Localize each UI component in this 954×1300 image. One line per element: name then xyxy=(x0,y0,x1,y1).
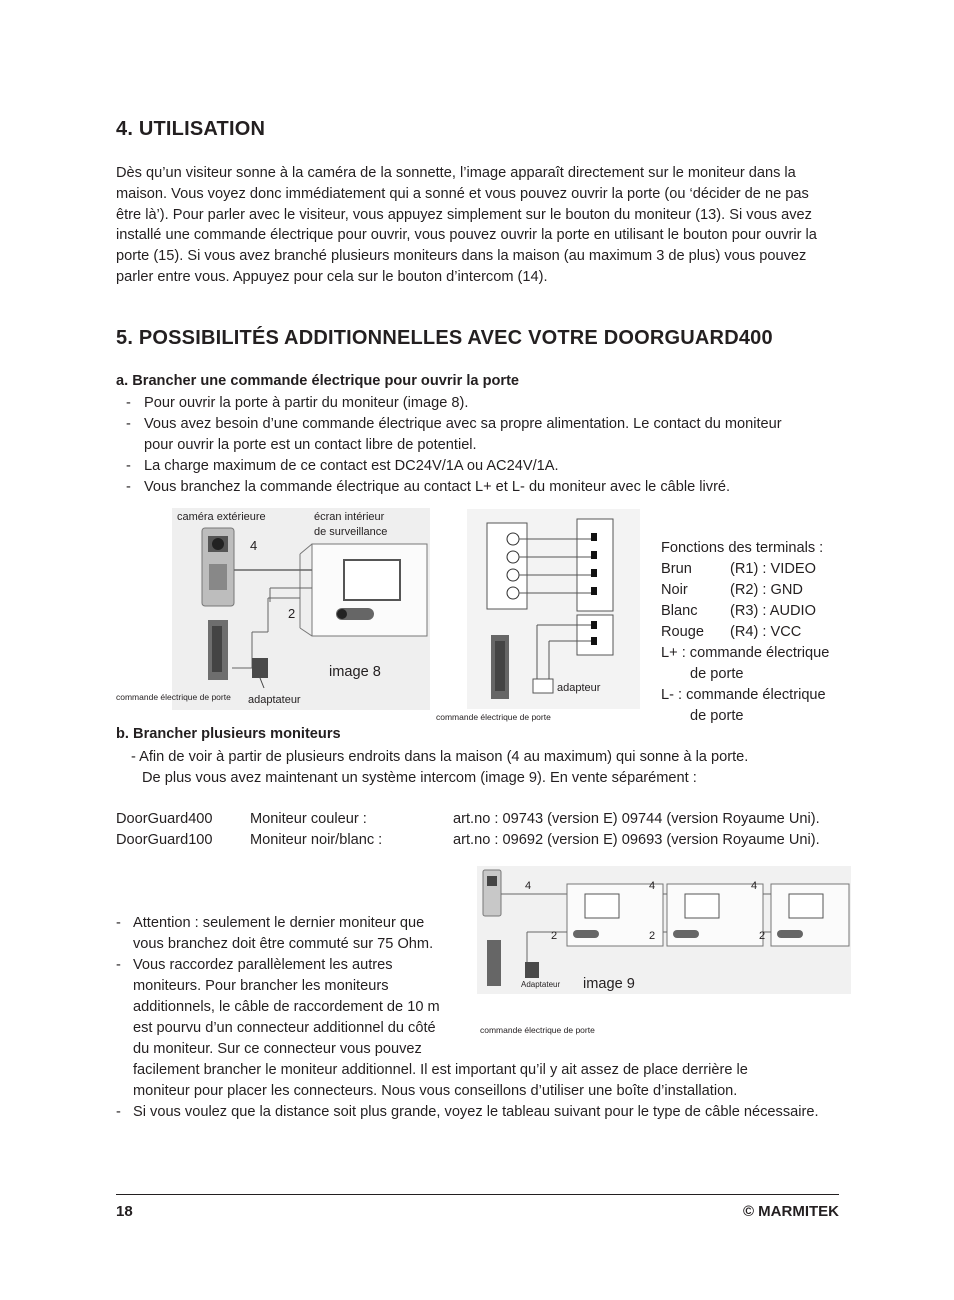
camera-label: caméra extérieure xyxy=(177,511,266,523)
terminal-function: (R4) : VCC xyxy=(730,624,802,640)
paragraph-line: être là’). Pour parler avec le visiteur, vous appuyez simplement sur le bouton du moniteur (13). Si vous avez xyxy=(116,206,812,223)
list-item-continued: du moniteur. Sur ce connecteur vous pouvez xyxy=(133,1041,422,1057)
product-art: art.no : 09743 (version E) 09744 (version Royaume Uni). xyxy=(453,811,820,827)
terminal-name: Blanc xyxy=(661,603,698,619)
image-9-caption: image 9 xyxy=(583,976,635,992)
multi-monitor-notes: - Attention : seulement le dernier moniteur que vous branchez doit être commuté sur 75 Ohm. - Vous raccordez parallèlement les autres moniteurs. Pour brancher les moniteurs additionnels, le câble de raccordement de 10 m est pourvu d’un connecteur additionnel du côté du moniteur. Sur ce connecteur vous pouvez facilement brancher le moniteur additionnel. Il est important qu’il y ait assez de place derrière le moniteur pour placer les connecteurs. Nous vous conseillons d’utiliser une boîte d’installation. - Si vous voulez que la distance soit plus grande, voyez le tableau suivant pour le type de câble nécessaire. xyxy=(116,913,846,1123)
subsection-b-line: De plus vous avez maintenant un système intercom (image 9). En vente séparément : xyxy=(142,770,697,786)
subsection-b-line: - Afin de voir à partir de plusieurs endroits dans la maison (4 au maximum) qui sonne à la porte. xyxy=(131,749,749,765)
adapter-label-right: adapteur xyxy=(557,682,601,694)
terminals-title: Fonctions des terminals : xyxy=(661,540,824,556)
section-4-title: 4. UTILISATION xyxy=(116,118,266,140)
wire-count-2: 2 xyxy=(649,930,656,942)
list-item: Attention : seulement le dernier moniteur que xyxy=(133,915,425,931)
wire-count-4: 4 xyxy=(525,880,532,892)
lock-caption-fig9: commande électrique de porte xyxy=(480,1025,595,1035)
subsection-b-title: b. Brancher plusieurs moniteurs xyxy=(116,726,341,742)
brand-footer: © MARMITEK xyxy=(742,1203,839,1220)
product-type: Moniteur noir/blanc : xyxy=(250,832,383,848)
wire-count-2: 2 xyxy=(551,930,558,942)
lock-caption-left: commande électrique de porte xyxy=(116,692,231,702)
list-item-continued: moniteur pour placer les connecteurs. Nous vous conseillons d’utiliser une boîte d’installation. xyxy=(133,1083,738,1099)
wire-count-4: 4 xyxy=(649,880,656,892)
terminal-function: (R1) : VIDEO xyxy=(730,561,816,577)
wire-count-4: 4 xyxy=(250,538,258,553)
list-item-continued: pour ouvrir la porte est un contact libre de potentiel. xyxy=(144,437,477,453)
terminal-lminus: L- : commande électrique xyxy=(661,687,826,703)
paragraph-line: installé une commande électrique pour ouvrir, vous pouvez ouvrir la porte en utilisant le bouton pour ouvrir la xyxy=(116,227,817,244)
product-art: art.no : 09692 (version E) 09693 (version Royaume Uni). xyxy=(453,832,820,848)
list-item-continued: additionnels, le câble de raccordement de 10 m xyxy=(133,999,440,1015)
terminal-lminus-cont: de porte xyxy=(690,708,744,724)
lock-caption-right: commande électrique de porte xyxy=(436,712,551,722)
adapter-label: Adaptateur xyxy=(521,980,561,989)
image-8-caption: image 8 xyxy=(329,664,381,680)
list-item: Vous avez besoin d’une commande électrique avec sa propre alimentation. Le contact du moniteur xyxy=(144,416,782,432)
terminal-wiring-diagram xyxy=(467,509,640,709)
screen-label: écran intérieur xyxy=(314,511,385,523)
adapter-label: adaptateur xyxy=(248,694,301,706)
paragraph-line: maison. Vous voyez donc immédiatement qui a sonné et vous pouvez ouvrir la porte (ou ‘décider de ne pas xyxy=(116,185,809,202)
paragraph-line: porte (15). Si vous avez branché plusieurs moniteurs dans la maison (au maximum 3 de plus) vous pouvez xyxy=(116,248,807,265)
section-5-title: 5. POSSIBILITÉS ADDITIONNELLES AVEC VOTRE DOORGUARD400 xyxy=(116,327,773,349)
image-8-diagram xyxy=(172,508,430,710)
wire-count-2: 2 xyxy=(759,930,766,942)
wire-count-2: 2 xyxy=(288,606,296,621)
list-item: La charge maximum de ce contact est DC24V/1A ou AC24V/1A. xyxy=(144,458,559,474)
wire-count-4: 4 xyxy=(751,880,758,892)
product-type: Moniteur couleur : xyxy=(250,811,367,827)
terminal-name: Rouge xyxy=(661,624,705,640)
section-4-body xyxy=(116,163,856,288)
page-number: 18 xyxy=(116,1203,133,1220)
doorbell-wiring-illustration xyxy=(172,508,430,710)
list-item-continued: vous branchez doit être commuté sur 75 Ohm. xyxy=(133,936,434,952)
subsection-a-title: a. Brancher une commande électrique pour ouvrir la porte xyxy=(116,373,520,389)
list-item: Si vous voulez que la distance soit plus grande, voyez le tableau suivant pour le type de câble nécessaire. xyxy=(133,1104,819,1120)
list-item: Vous raccordez parallèlement les autres xyxy=(133,957,393,973)
list-item-continued: moniteurs. Pour brancher les moniteurs xyxy=(133,978,389,994)
terminal-function: (R2) : GND xyxy=(730,582,803,598)
list-item: Vous branchez la commande électrique au contact L+ et L- du moniteur avec le câble livré. xyxy=(144,479,731,495)
list-item: Pour ouvrir la porte à partir du moniteur (image 8). xyxy=(144,395,469,411)
subsection-a-list: - Pour ouvrir la porte à partir du moniteur (image 8). - Vous avez besoin d’une commande électrique avec sa propre alimentation. Le contact du moniteur pour ouvrir la porte est un contact libre de potentiel. - La charge maximum de ce contact est DC24V/1A ou AC24V/1A. - Vous branchez la commande électrique au contact L+ et L- du moniteur avec le câble livré. xyxy=(116,393,836,498)
screen-label-2: de surveillance xyxy=(314,526,388,538)
terminal-lplus: L+ : commande électrique xyxy=(661,645,830,661)
terminal-name: Noir xyxy=(661,582,688,598)
product-model: DoorGuard100 xyxy=(116,832,213,848)
product-model: DoorGuard400 xyxy=(116,811,213,827)
paragraph-line: Dès qu’un visiteur sonne à la caméra de la sonnette, l’image apparaît directement sur le moniteur dans la xyxy=(116,165,796,181)
list-item-continued: est pourvu d’un connecteur additionnel du côté xyxy=(133,1020,436,1036)
footer-rule xyxy=(116,1194,839,1195)
terminal-block-illustration xyxy=(467,509,640,709)
terminal-name: Brun xyxy=(661,561,692,577)
terminal-function: (R3) : AUDIO xyxy=(730,603,816,619)
paragraph-line: parler entre vous. Appuyez pour cela sur le bouton d’intercom (14). xyxy=(116,268,548,285)
list-item-continued: facilement brancher le moniteur additionnel. Il est important qu’il y ait assez de place derrière le xyxy=(133,1062,748,1078)
terminal-lplus-cont: de porte xyxy=(690,666,744,682)
